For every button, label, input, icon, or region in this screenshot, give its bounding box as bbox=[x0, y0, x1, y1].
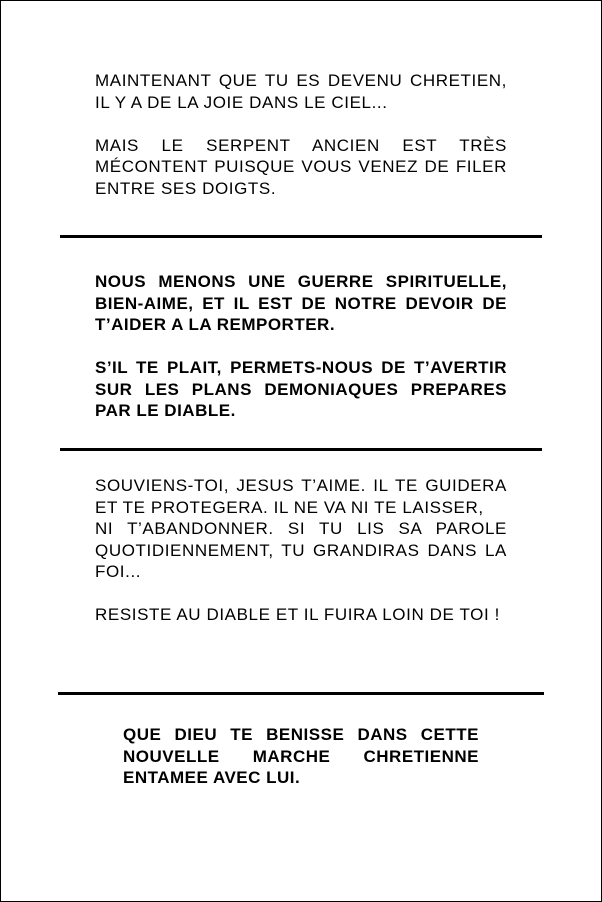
intro-section bbox=[95, 70, 507, 199]
intro-paragraph-serpent: MAIS LE SERPENT ANCIEN EST TRÈS MÉCONTENT PUISQUE VOUS VENEZ DE FILER ENTRE SES DOIGTS. bbox=[95, 135, 507, 198]
jesus-loves-line-2: NI T’ABANDONNER. SI TU LIS SA PAROLE QUOTIDIENNEMENT, TU GRANDIRAS DANS LA FOI... bbox=[95, 519, 507, 581]
warfare-paragraph: NOUS MENONS UNE GUERRE SPIRITUELLE, BIEN-AIME, ET IL EST DE NOTRE DEVOIR DE T’AIDER A LA REMPORTER. bbox=[95, 272, 507, 334]
blessing-section bbox=[123, 724, 479, 789]
intro-paragraph-joy: MAINTENANT QUE TU ES DEVENU CHRETIEN, IL Y A DE LA JOIE DANS LE CIEL... bbox=[95, 71, 507, 112]
jesus-loves-line-1: SOUVIENS-TOI, JESUS T’AIME. IL TE GUIDERA ET TE PROTEGERA. IL NE VA NI TE LAISSER, bbox=[95, 476, 507, 517]
section-divider-1 bbox=[60, 235, 542, 238]
jesus-loves-paragraph bbox=[95, 475, 507, 583]
section-divider-3 bbox=[58, 692, 544, 695]
warning-paragraph: S’IL TE PLAIT, PERMETS-NOUS DE T’AVERTIR SUR LES PLANS DEMONIAQUES PREPARES PAR LE DIABLE. bbox=[95, 358, 507, 420]
resist-devil-paragraph: RESISTE AU DIABLE ET IL FUIRA LOIN DE TOI ! bbox=[95, 605, 500, 624]
encouragement-section bbox=[95, 475, 507, 626]
warfare-section bbox=[95, 271, 507, 422]
section-divider-2 bbox=[60, 448, 542, 451]
blessing-paragraph: QUE DIEU TE BENISSE DANS CETTE NOUVELLE MARCHE CHRETIENNE ENTAMEE AVEC LUI. bbox=[123, 725, 479, 787]
